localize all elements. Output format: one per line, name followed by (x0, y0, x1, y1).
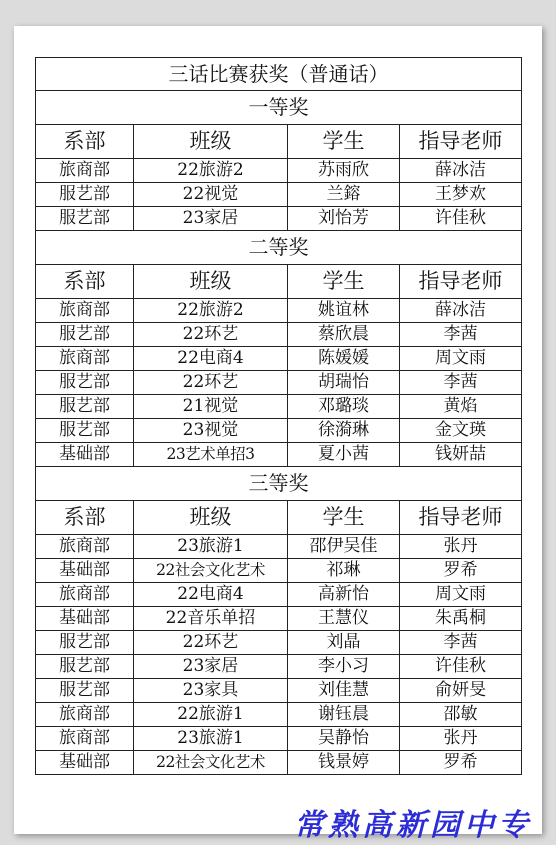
class-cell: 22电商4 (134, 347, 288, 371)
teacher-cell: 张丹 (400, 535, 522, 559)
class-cell: 21视觉 (134, 395, 288, 419)
teacher-cell: 金文瑛 (400, 419, 522, 443)
teacher-cell: 许佳秋 (400, 655, 522, 679)
teacher-cell: 罗希 (400, 559, 522, 583)
student-cell: 兰鎔 (288, 183, 400, 207)
department-cell: 服艺部 (36, 371, 134, 395)
class-cell: 23家居 (134, 655, 288, 679)
table-row (36, 727, 522, 751)
student-cell: 夏小茜 (288, 443, 400, 467)
department-cell: 服艺部 (36, 679, 134, 703)
department-cell: 基础部 (36, 607, 134, 631)
student-cell: 徐漪琳 (288, 419, 400, 443)
student-cell: 刘怡芳 (288, 207, 400, 231)
teacher-cell: 薛冰洁 (400, 299, 522, 323)
class-cell: 23旅游1 (134, 535, 288, 559)
class-cell: 22社会文化艺术 (134, 751, 288, 775)
school-signature: 常熟高新园中专 (294, 808, 532, 843)
teacher-cell: 张丹 (400, 727, 522, 751)
table-row (36, 347, 522, 371)
student-cell: 邵伊吴佳 (288, 535, 400, 559)
column-header: 班级 (134, 265, 288, 299)
table-title: 三话比赛获奖（普通话） (36, 58, 522, 91)
department-cell: 旅商部 (36, 727, 134, 751)
department-cell: 旅商部 (36, 299, 134, 323)
column-header: 学生 (288, 501, 400, 535)
table-row (36, 159, 522, 183)
table-row (36, 443, 522, 467)
student-cell: 谢钰晨 (288, 703, 400, 727)
department-cell: 基础部 (36, 559, 134, 583)
student-cell: 高新怡 (288, 583, 400, 607)
column-header: 系部 (36, 501, 134, 535)
student-cell: 钱景婷 (288, 751, 400, 775)
table-row (36, 535, 522, 559)
teacher-cell: 俞妍旻 (400, 679, 522, 703)
table-row (36, 703, 522, 727)
award-table (35, 57, 522, 775)
column-header: 学生 (288, 125, 400, 159)
column-header: 班级 (134, 501, 288, 535)
table-row (36, 419, 522, 443)
table-row (36, 371, 522, 395)
class-cell: 22环艺 (134, 323, 288, 347)
class-cell: 22环艺 (134, 371, 288, 395)
table-row (36, 183, 522, 207)
teacher-cell: 李茜 (400, 323, 522, 347)
student-cell: 苏雨欣 (288, 159, 400, 183)
class-cell: 22旅游2 (134, 299, 288, 323)
teacher-cell: 钱妍喆 (400, 443, 522, 467)
department-cell: 服艺部 (36, 395, 134, 419)
table-row (36, 559, 522, 583)
department-cell: 旅商部 (36, 347, 134, 371)
class-cell: 22视觉 (134, 183, 288, 207)
department-cell: 旅商部 (36, 535, 134, 559)
class-cell: 22旅游2 (134, 159, 288, 183)
student-cell: 刘晶 (288, 631, 400, 655)
class-cell: 23旅游1 (134, 727, 288, 751)
student-cell: 陈媛媛 (288, 347, 400, 371)
prize-level-heading: 二等奖 (36, 231, 522, 265)
department-cell: 基础部 (36, 443, 134, 467)
table-row (36, 679, 522, 703)
teacher-cell: 黄焰 (400, 395, 522, 419)
department-cell: 服艺部 (36, 655, 134, 679)
prize-level-heading: 一等奖 (36, 91, 522, 125)
column-header: 指导老师 (400, 265, 522, 299)
table-row (36, 631, 522, 655)
student-cell: 王慧仪 (288, 607, 400, 631)
class-cell: 22音乐单招 (134, 607, 288, 631)
teacher-cell: 许佳秋 (400, 207, 522, 231)
department-cell: 旅商部 (36, 583, 134, 607)
teacher-cell: 薛冰洁 (400, 159, 522, 183)
student-cell: 祁琳 (288, 559, 400, 583)
column-header: 指导老师 (400, 501, 522, 535)
department-cell: 旅商部 (36, 159, 134, 183)
column-header: 指导老师 (400, 125, 522, 159)
prize-level-heading: 三等奖 (36, 467, 522, 501)
table-row (36, 299, 522, 323)
class-cell: 22旅游1 (134, 703, 288, 727)
class-cell: 23视觉 (134, 419, 288, 443)
department-cell: 服艺部 (36, 419, 134, 443)
department-cell: 旅商部 (36, 703, 134, 727)
student-cell: 吴静怡 (288, 727, 400, 751)
student-cell: 姚谊林 (288, 299, 400, 323)
student-cell: 刘佳慧 (288, 679, 400, 703)
class-cell: 22社会文化艺术 (134, 559, 288, 583)
student-cell: 李小习 (288, 655, 400, 679)
teacher-cell: 李茜 (400, 631, 522, 655)
table-row (36, 583, 522, 607)
teacher-cell: 周文雨 (400, 347, 522, 371)
class-cell: 23家居 (134, 207, 288, 231)
department-cell: 服艺部 (36, 183, 134, 207)
class-cell: 22电商4 (134, 583, 288, 607)
table-row (36, 607, 522, 631)
student-cell: 蔡欣晨 (288, 323, 400, 347)
teacher-cell: 王梦欢 (400, 183, 522, 207)
table-row (36, 395, 522, 419)
table-row (36, 323, 522, 347)
student-cell: 胡瑞怡 (288, 371, 400, 395)
column-header: 班级 (134, 125, 288, 159)
column-header: 系部 (36, 265, 134, 299)
teacher-cell: 朱禹桐 (400, 607, 522, 631)
table-row (36, 655, 522, 679)
class-cell: 23艺术单招3 (134, 443, 288, 467)
class-cell: 23家具 (134, 679, 288, 703)
column-header: 系部 (36, 125, 134, 159)
teacher-cell: 罗希 (400, 751, 522, 775)
department-cell: 基础部 (36, 751, 134, 775)
table-row (36, 751, 522, 775)
department-cell: 服艺部 (36, 631, 134, 655)
teacher-cell: 周文雨 (400, 583, 522, 607)
department-cell: 服艺部 (36, 323, 134, 347)
teacher-cell: 李茜 (400, 371, 522, 395)
class-cell: 22环艺 (134, 631, 288, 655)
student-cell: 邓璐琰 (288, 395, 400, 419)
column-header: 学生 (288, 265, 400, 299)
table-row (36, 207, 522, 231)
department-cell: 服艺部 (36, 207, 134, 231)
teacher-cell: 邵敏 (400, 703, 522, 727)
